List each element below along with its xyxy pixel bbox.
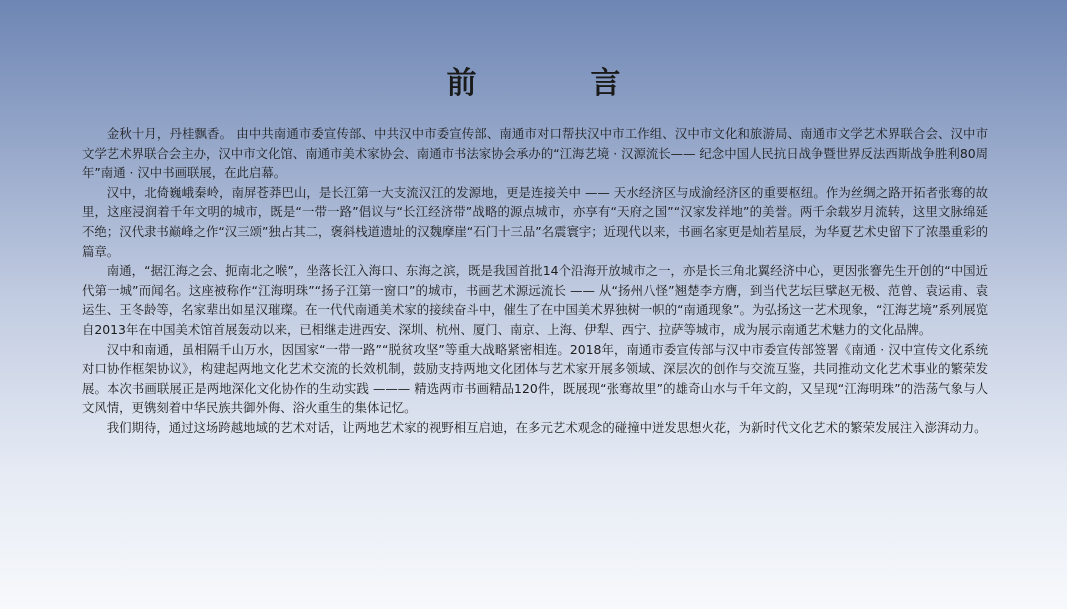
page-title: 前 言 xyxy=(446,66,663,101)
paragraph-5: 我们期待，通过这场跨越地域的艺术对话，让两地艺术家的视野相互启迪，在多元艺术观念的碰撞中迸发思想火花，为新时代文化艺术的繁荣发展注入澎湃动力。 xyxy=(106,419,987,435)
paragraph-2: 汉中，北倚巍峨秦岭，南屏苍莽巴山，是长江第一大支流汉江的发源地，更是连接关中 —— 天水经济区与成渝经济区的重要枢纽。作为丝绸之路开拓者张骞的故里，这座浸润着千年文明的城市，既是“一带一路”倡议与“长江经济带”战略的源点城市，亦享有“天府之国”“汉家发祥地”的美誉。两千余载岁月流转，这里文脉绵延不绝；汉代隶书巅峰之作“汉三颂”独占其二，褒斜栈道遗址的汉魏摩崖“石门十三品”名震寰宇；近现代以来，书画名家更是灿若星辰，为华夏艺术史留下了浓墨重彩的篇章。 xyxy=(82,184,988,259)
paragraph-3: 南通，“据江海之会、扼南北之喉”，坐落长江入海口、东海之滨，既是我国首批14个沿海开放城市之一，亦是长三角北翼经济中心，更因张謇先生开创的“中国近代第一城”而闻名。这座被称作“江海明珠”“扬子江第一窗口”的城市，书画艺术源远流长 —— 从“扬州八怪”翘楚李方膺，到当代艺坛巨擘赵无极、范曾、袁运甫、袁运生、王冬龄等，名家辈出如星汉璀璨。在一代代南通美术家的接续奋斗中，催生了在中国美术界独树一帜的“南通现象”。为弘扬这一艺术现象，“江海艺境”系列展览自2013年在中国美术馆首展轰动以来，已相继走进西安、深圳、杭州、厦门、南京、上海、伊犁、西宁、拉萨等城市，成为展示南通艺术魅力的文化品牌。 xyxy=(82,263,988,337)
paragraph-1: 金秋十月，丹桂飘香。 由中共南通市委宣传部、中共汉中市委宣传部、南通市对口帮扶汉中市工作组、汉中市文化和旅游局、南通市文学艺术界联合会、汉中市文学艺术界联合会主办，汉中市文化馆、南通市美术家协会、南通市书法家协会承办的“江海艺境 · 汉源流长—— 纪念中国人民抗日战争暨世界反法西斯战争胜利80周年”南通 · 汉中书画联展，在此启幕。 xyxy=(82,126,988,181)
preface-body xyxy=(82,124,988,438)
paragraph-4: 汉中和南通，虽相隔千山万水，因国家“一带一路”“脱贫攻坚”等重大战略紧密相连。2018年，南通市委宣传部与汉中市委宣传部签署《南通 · 汉中宣传文化系统对口协作框架协议》，构建起两地文化艺术交流的长效机制，鼓励支持两地文化团体与艺术家开展多领域、深层次的创作与交流互鉴，共同推动文化艺术事业的繁荣发展。本次书画联展正是两地深化文化协作的生动实践 ——— 精选两市书画精品120件，既展现“张骞故里”的雄奇山水与千年文韵，又呈现“江海明珠”的浩荡气象与人文风情，更镌刻着中华民族共御外侮、浴火重生的集体记忆。 xyxy=(82,341,988,416)
